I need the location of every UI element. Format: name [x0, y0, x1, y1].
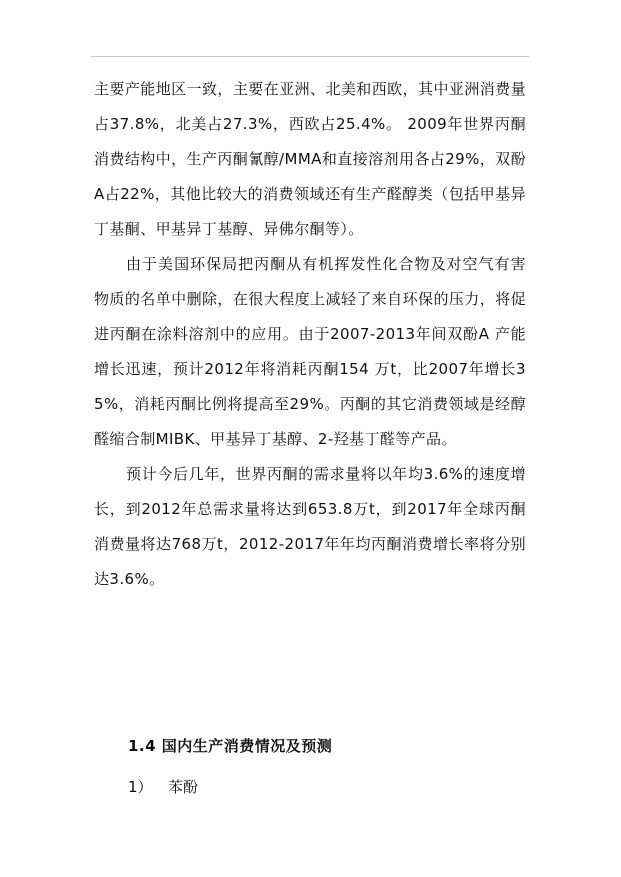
page-header-rule: [91, 56, 529, 57]
paragraph-environmental-policy: 由于美国环保局把丙酮从有机挥发性化合物及对空气有害物质的名单中删除，在很大程度上减轻了来自环保的压力，将促进丙酮在涂料溶剂中的应用。由于2007-2013年间双酚A 产能增长迅速，预计2012年将消耗丙酮154 万t，比2007年增长35%，消耗丙酮比例将提高至29%。丙酮的其它消费领域是经醇醛缩合制MIBK、甲基异丁基醇、2-羟基丁醛等产品。: [94, 255, 526, 448]
sub-item-label: 苯酚: [168, 778, 199, 796]
section-heading: 1.4 国内生产消费情况及预测: [128, 737, 333, 755]
sub-item-number: 1）: [128, 778, 153, 796]
paragraph-demand-forecast: 预计今后几年，世界丙酮的需求量将以年均3.6%的速度增长，到2012年总需求量将达到653.8万t，到2017年全球丙酮消费量将达768万t，2012-2017年年均丙酮消费增长率将分别达3.6%。: [94, 465, 526, 588]
body-text: [94, 72, 526, 597]
sub-item: [128, 772, 198, 802]
paragraph-continued: 主要产能地区一致，主要在亚洲、北美和西欧，其中亚洲消费量占37.8%，北美占27.3%，西欧占25.4%。 2009年世界丙酮消费结构中，生产丙酮氰醇/MMA和直接溶剂用各占29%，双酚A占22%，其他比较大的消费领域还有生产醛醇类（包括甲基异丁基酮、甲基异丁基醇、异佛尔酮等）。: [94, 80, 526, 238]
